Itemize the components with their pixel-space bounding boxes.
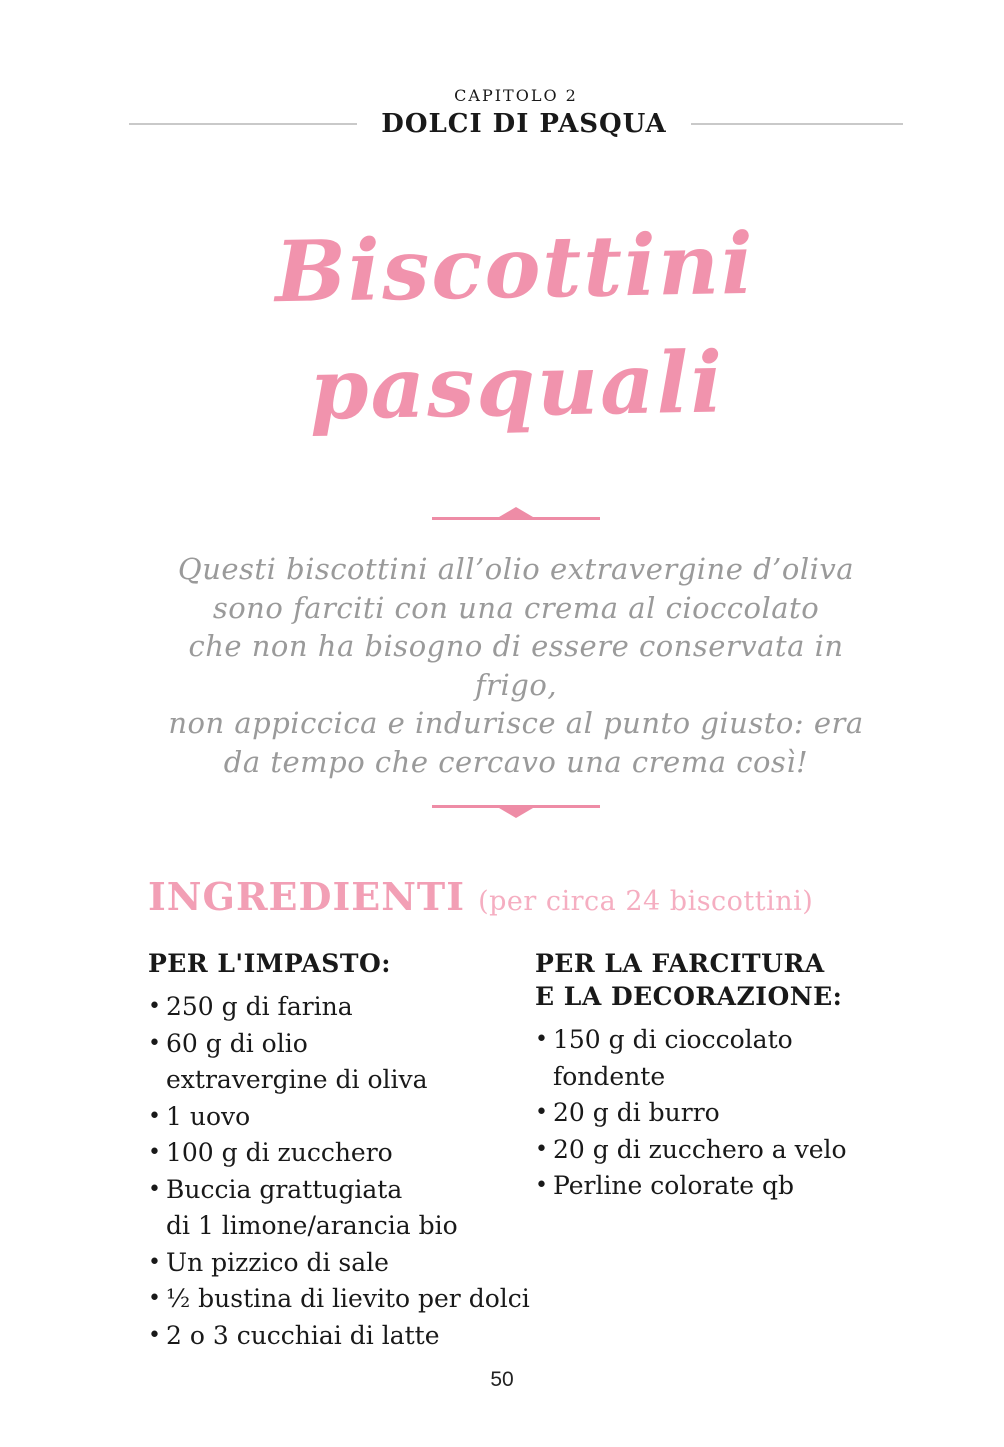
divider-bottom bbox=[432, 805, 600, 808]
ingredients-heading bbox=[148, 874, 884, 919]
bullet-icon: • bbox=[148, 1322, 161, 1348]
chapter-header bbox=[148, 0, 884, 139]
intro-line: sono farciti con una crema al cioccolato bbox=[212, 590, 820, 625]
ingredients-title: INGREDIENTI bbox=[148, 874, 465, 919]
ingredient-item bbox=[148, 1026, 535, 1099]
ingredient-item bbox=[148, 1099, 535, 1136]
bullet-icon: • bbox=[148, 1030, 161, 1056]
ingredient-column bbox=[148, 947, 535, 1354]
triangle-up-icon bbox=[499, 507, 533, 517]
intro-line: che non ha bisogno di essere conservata in frigo, bbox=[188, 629, 844, 702]
triangle-down-icon bbox=[499, 808, 533, 818]
bullet-icon: • bbox=[535, 1136, 548, 1162]
recipe-title-line2: pasquali bbox=[308, 332, 726, 439]
ingredient-item-text: 20 g di burro bbox=[553, 1098, 720, 1127]
intro-line: Questi biscottini all’olio extravergine d’oliva bbox=[177, 552, 855, 586]
recipe-page bbox=[148, 0, 884, 1354]
ingredient-item-text: 2 o 3 cucchiai di latte bbox=[166, 1320, 440, 1350]
ingredient-item-text: Un pizzico di sale bbox=[166, 1247, 389, 1277]
ingredient-item bbox=[535, 1022, 884, 1095]
ingredient-column-title: PER L'IMPASTO: bbox=[148, 949, 391, 978]
ingredient-item bbox=[148, 989, 535, 1026]
bullet-icon: • bbox=[148, 994, 161, 1019]
ingredient-item-text: ½ bustina di lievito per dolci bbox=[166, 1284, 530, 1313]
ingredient-item bbox=[148, 1281, 535, 1318]
header-rule-right bbox=[691, 123, 903, 125]
ingredient-item bbox=[148, 1318, 535, 1355]
ingredients-note: (per circa 24 biscottini) bbox=[478, 886, 814, 917]
ingredient-column-title: PER LA FARCITURA E LA DECORAZIONE: bbox=[535, 949, 843, 1011]
bullet-icon: • bbox=[148, 1176, 161, 1202]
ingredient-item bbox=[535, 1095, 884, 1132]
ingredient-item-text: 20 g di zucchero a velo bbox=[553, 1134, 847, 1164]
recipe-title-line1: Biscottini bbox=[274, 213, 756, 322]
ingredient-item-text: Perline colorate qb bbox=[553, 1171, 795, 1200]
bullet-icon: • bbox=[535, 1100, 548, 1125]
ingredient-item bbox=[148, 1172, 535, 1245]
ingredient-item bbox=[535, 1168, 884, 1205]
bullet-icon: • bbox=[148, 1103, 161, 1129]
bullet-icon: • bbox=[535, 1027, 548, 1052]
ingredient-item-text: 60 g di olio extravergine di oliva bbox=[166, 1028, 428, 1094]
ingredient-item bbox=[148, 1135, 535, 1172]
ingredient-column bbox=[535, 947, 884, 1354]
ingredient-item-text: 1 uovo bbox=[166, 1101, 251, 1131]
divider-top bbox=[432, 517, 600, 520]
intro-text bbox=[148, 550, 884, 781]
bullet-icon: • bbox=[148, 1249, 161, 1275]
chapter-label: CAPITOLO 2 bbox=[454, 86, 578, 105]
bullet-icon: • bbox=[535, 1173, 548, 1198]
chapter-title: DOLCI DI PASQUA bbox=[381, 109, 667, 139]
ingredient-item bbox=[148, 1245, 535, 1282]
ingredient-item-text: 150 g di cioccolato fondente bbox=[553, 1025, 793, 1091]
ingredient-columns bbox=[148, 947, 884, 1354]
recipe-title bbox=[146, 203, 886, 452]
header-rule-left bbox=[129, 123, 357, 125]
bullet-icon: • bbox=[148, 1286, 161, 1311]
page-number: 50 bbox=[490, 1368, 514, 1391]
intro-line: da tempo che cercavo una crema così! bbox=[223, 744, 809, 779]
intro-line: non appiccica e indurisce al punto giusto: era bbox=[168, 706, 864, 740]
ingredient-item bbox=[535, 1132, 884, 1169]
ingredient-item-text: Buccia grattugiata di 1 limone/arancia bio bbox=[166, 1174, 458, 1240]
ingredient-item-text: 250 g di farina bbox=[166, 992, 353, 1021]
chapter-title-row bbox=[148, 109, 884, 139]
bullet-icon: • bbox=[148, 1140, 161, 1165]
ingredient-item-text: 100 g di zucchero bbox=[166, 1138, 393, 1167]
